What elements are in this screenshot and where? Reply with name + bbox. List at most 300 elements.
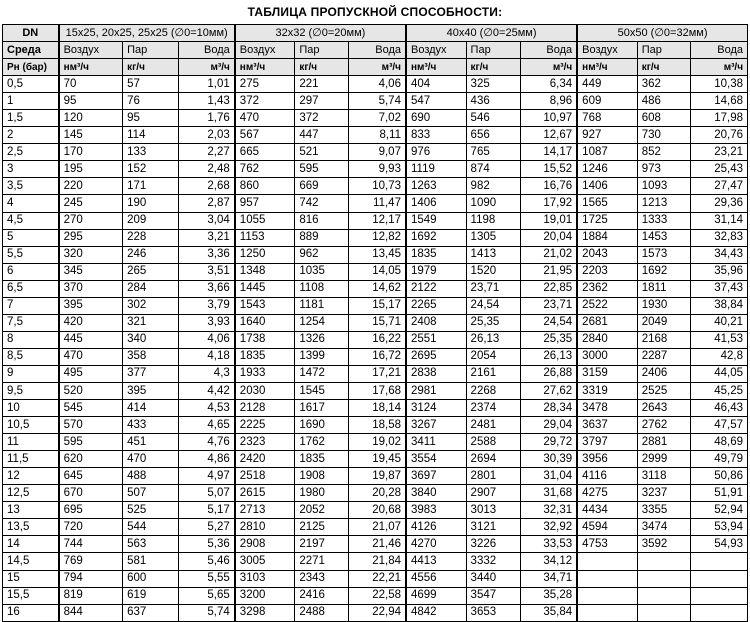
- value-cell: 246: [123, 246, 179, 263]
- value-cell: 358: [123, 348, 179, 365]
- table-row: [3, 553, 748, 570]
- value-cell: 31,68: [520, 485, 577, 502]
- value-cell: 420: [59, 314, 123, 331]
- pressure-cell: 15,5: [3, 587, 59, 604]
- table-row: [3, 110, 748, 127]
- value-cell: 228: [123, 229, 179, 246]
- value-cell: 1087: [577, 144, 637, 161]
- value-cell: 690: [406, 110, 466, 127]
- table-row: [3, 76, 748, 93]
- group-header: 32x32 (∅0=20мм): [235, 25, 406, 42]
- value-cell: 25,43: [690, 161, 747, 178]
- value-cell: 24,54: [520, 314, 577, 331]
- value-cell: 1980: [295, 485, 349, 502]
- value-cell: 37,43: [690, 280, 747, 297]
- value-cell: 49,79: [690, 451, 747, 468]
- value-cell: 609: [577, 93, 637, 110]
- media-water: Вода: [690, 42, 747, 59]
- table-row: [3, 434, 748, 451]
- value-cell: 2488: [295, 604, 349, 621]
- value-cell: 12,17: [349, 212, 406, 229]
- value-cell: 1,76: [179, 110, 235, 127]
- value-cell: 22,21: [349, 570, 406, 587]
- value-cell: 470: [59, 348, 123, 365]
- value-cell: 2695: [406, 348, 466, 365]
- value-cell: 10,38: [690, 76, 747, 93]
- value-cell: 3319: [577, 382, 637, 399]
- value-cell: 1640: [235, 314, 295, 331]
- table-row: [3, 314, 748, 331]
- value-cell: 5,07: [179, 485, 235, 502]
- value-cell: 2054: [466, 348, 520, 365]
- table-row: [3, 229, 748, 246]
- value-cell: 46,43: [690, 400, 747, 417]
- table-title: ТАБЛИЦА ПРОПУСКНОЙ СПОСОБНОСТИ:: [247, 5, 503, 19]
- value-cell: 26,88: [520, 365, 577, 382]
- value-cell: 619: [123, 587, 179, 604]
- value-cell: 1305: [466, 229, 520, 246]
- value-cell: 645: [59, 468, 123, 485]
- pressure-cell: 3: [3, 161, 59, 178]
- value-cell: 608: [637, 110, 690, 127]
- value-cell: 33,53: [520, 536, 577, 553]
- pressure-cell: 6: [3, 263, 59, 280]
- value-cell: 35,84: [520, 604, 577, 621]
- value-cell: 445: [59, 331, 123, 348]
- value-cell: 3118: [637, 468, 690, 485]
- value-cell: 1933: [235, 365, 295, 382]
- table-row: [3, 297, 748, 314]
- value-cell: 2,03: [179, 127, 235, 144]
- unit-water: м³/ч: [179, 59, 235, 76]
- value-cell: 563: [123, 536, 179, 553]
- value-cell: 3267: [406, 417, 466, 434]
- value-cell: 765: [466, 144, 520, 161]
- value-cell: 1725: [577, 212, 637, 229]
- value-cell: 22,58: [349, 587, 406, 604]
- value-cell: 220: [59, 178, 123, 195]
- value-cell: 2,87: [179, 195, 235, 212]
- value-cell: 2406: [637, 365, 690, 382]
- value-cell: 76: [123, 93, 179, 110]
- table-row: [3, 280, 748, 297]
- value-cell: 1333: [637, 212, 690, 229]
- value-cell: 730: [637, 127, 690, 144]
- value-cell: 51,91: [690, 485, 747, 502]
- value-cell: 2420: [235, 451, 295, 468]
- unit-water: м³/ч: [349, 59, 406, 76]
- table-row: [3, 263, 748, 280]
- value-cell: 4594: [577, 519, 637, 536]
- header-row-units: [3, 59, 748, 76]
- value-cell: 14,05: [349, 263, 406, 280]
- value-cell: 1692: [406, 229, 466, 246]
- table-row: [3, 212, 748, 229]
- value-cell: 23,71: [466, 280, 520, 297]
- value-cell: 2128: [235, 400, 295, 417]
- value-cell: 449: [577, 76, 637, 93]
- value-cell: 16,72: [349, 348, 406, 365]
- value-cell: 34,43: [690, 246, 747, 263]
- pressure-cell: 14: [3, 536, 59, 553]
- value-cell: 4,86: [179, 451, 235, 468]
- table-row: [3, 536, 748, 553]
- table-row: [3, 127, 748, 144]
- value-cell: 2052: [295, 502, 349, 519]
- value-cell: 41,53: [690, 331, 747, 348]
- value-cell: 3411: [406, 434, 466, 451]
- value-cell: 1413: [466, 246, 520, 263]
- media-water: Вода: [349, 42, 406, 59]
- pressure-cell: 16: [3, 604, 59, 621]
- value-cell: 3956: [577, 451, 637, 468]
- value-cell: 340: [123, 331, 179, 348]
- value-cell: 1,01: [179, 76, 235, 93]
- value-cell: 5,55: [179, 570, 235, 587]
- value-cell: 3000: [577, 348, 637, 365]
- pressure-cell: 9,5: [3, 382, 59, 399]
- value-cell: 1573: [637, 246, 690, 263]
- value-cell: [577, 604, 637, 621]
- value-cell: 1762: [295, 434, 349, 451]
- value-cell: 2122: [406, 280, 466, 297]
- value-cell: 3,21: [179, 229, 235, 246]
- value-cell: 4,76: [179, 434, 235, 451]
- value-cell: 816: [295, 212, 349, 229]
- value-cell: 656: [466, 127, 520, 144]
- value-cell: 12,82: [349, 229, 406, 246]
- value-cell: 852: [637, 144, 690, 161]
- value-cell: 1246: [577, 161, 637, 178]
- table-row: [3, 348, 748, 365]
- value-cell: 12,67: [520, 127, 577, 144]
- table-row: [3, 365, 748, 382]
- value-cell: 1445: [235, 280, 295, 297]
- group-header: 40x40 (∅0=25мм): [406, 25, 577, 42]
- value-cell: 2030: [235, 382, 295, 399]
- value-cell: 4270: [406, 536, 466, 553]
- value-cell: 5,74: [349, 93, 406, 110]
- value-cell: 927: [577, 127, 637, 144]
- value-cell: 4,65: [179, 417, 235, 434]
- value-cell: 507: [123, 485, 179, 502]
- value-cell: 1453: [637, 229, 690, 246]
- value-cell: 45,25: [690, 382, 747, 399]
- value-cell: 1348: [235, 263, 295, 280]
- value-cell: 595: [59, 434, 123, 451]
- value-cell: 18,58: [349, 417, 406, 434]
- value-cell: 3554: [406, 451, 466, 468]
- table-row: [3, 195, 748, 212]
- value-cell: 1326: [295, 331, 349, 348]
- value-cell: 414: [123, 400, 179, 417]
- value-cell: 1035: [295, 263, 349, 280]
- pressure-cell: 13: [3, 502, 59, 519]
- value-cell: 275: [235, 76, 295, 93]
- value-cell: 13,45: [349, 246, 406, 263]
- value-cell: 2168: [637, 331, 690, 348]
- value-cell: 372: [235, 93, 295, 110]
- value-cell: 5,46: [179, 553, 235, 570]
- value-cell: 24,54: [466, 297, 520, 314]
- value-cell: 320: [59, 246, 123, 263]
- value-cell: 120: [59, 110, 123, 127]
- value-cell: 22,94: [349, 604, 406, 621]
- table-row: [3, 382, 748, 399]
- value-cell: 2362: [577, 280, 637, 297]
- group-header: 50x50 (∅0=32мм): [577, 25, 747, 42]
- value-cell: 794: [59, 570, 123, 587]
- value-cell: 1055: [235, 212, 295, 229]
- value-cell: 1250: [235, 246, 295, 263]
- value-cell: [637, 570, 690, 587]
- value-cell: [690, 604, 747, 621]
- value-cell: 21,84: [349, 553, 406, 570]
- value-cell: 4,53: [179, 400, 235, 417]
- value-cell: 1520: [466, 263, 520, 280]
- unit-air: нм³/ч: [59, 59, 123, 76]
- value-cell: 10,97: [520, 110, 577, 127]
- value-cell: 4699: [406, 587, 466, 604]
- value-cell: 2197: [295, 536, 349, 553]
- value-cell: 32,31: [520, 502, 577, 519]
- value-cell: 2838: [406, 365, 466, 382]
- pressure-cell: 2,5: [3, 144, 59, 161]
- media-water: Вода: [179, 42, 235, 59]
- value-cell: 22,85: [520, 280, 577, 297]
- value-cell: 70: [59, 76, 123, 93]
- value-cell: 2374: [466, 400, 520, 417]
- value-cell: 404: [406, 76, 466, 93]
- value-cell: 9,07: [349, 144, 406, 161]
- value-cell: 595: [295, 161, 349, 178]
- value-cell: 600: [123, 570, 179, 587]
- value-cell: 451: [123, 434, 179, 451]
- value-cell: 3005: [235, 553, 295, 570]
- value-cell: 3983: [406, 502, 466, 519]
- pressure-cell: 2: [3, 127, 59, 144]
- value-cell: 2908: [235, 536, 295, 553]
- pressure-cell: 3,5: [3, 178, 59, 195]
- value-cell: 4,42: [179, 382, 235, 399]
- value-cell: 4,3: [179, 365, 235, 382]
- table-row: [3, 246, 748, 263]
- value-cell: 25,35: [520, 331, 577, 348]
- value-cell: 833: [406, 127, 466, 144]
- value-cell: 2643: [637, 400, 690, 417]
- unit-water: м³/ч: [520, 59, 577, 76]
- value-cell: 26,13: [466, 331, 520, 348]
- value-cell: 14,62: [349, 280, 406, 297]
- table-row: [3, 570, 748, 587]
- pressure-cell: 11,5: [3, 451, 59, 468]
- value-cell: 50,86: [690, 468, 747, 485]
- value-cell: 470: [123, 451, 179, 468]
- value-cell: 545: [59, 400, 123, 417]
- value-cell: 34,71: [520, 570, 577, 587]
- value-cell: 1,43: [179, 93, 235, 110]
- value-cell: 2265: [406, 297, 466, 314]
- group-header: 15x25, 20x25, 25x25 (∅0=10мм): [59, 25, 235, 42]
- value-cell: 16,76: [520, 178, 577, 195]
- table-row: [3, 502, 748, 519]
- value-cell: 2525: [637, 382, 690, 399]
- value-cell: 345: [59, 263, 123, 280]
- table-row: [3, 451, 748, 468]
- value-cell: 2408: [406, 314, 466, 331]
- value-cell: 21,02: [520, 246, 577, 263]
- value-cell: 3200: [235, 587, 295, 604]
- value-cell: 221: [295, 76, 349, 93]
- value-cell: 57: [123, 76, 179, 93]
- value-cell: 47,57: [690, 417, 747, 434]
- table-row: [3, 485, 748, 502]
- value-cell: 525: [123, 502, 179, 519]
- value-cell: 581: [123, 553, 179, 570]
- value-cell: 520: [59, 382, 123, 399]
- value-cell: 495: [59, 365, 123, 382]
- value-cell: 21,95: [520, 263, 577, 280]
- value-cell: 52,94: [690, 502, 747, 519]
- media-air: Воздух: [235, 42, 295, 59]
- value-cell: 1472: [295, 365, 349, 382]
- value-cell: 3,66: [179, 280, 235, 297]
- value-cell: 21,46: [349, 536, 406, 553]
- value-cell: 2,27: [179, 144, 235, 161]
- value-cell: 5,27: [179, 519, 235, 536]
- value-cell: 2,68: [179, 178, 235, 195]
- pressure-cell: 5: [3, 229, 59, 246]
- value-cell: 5,17: [179, 502, 235, 519]
- pressure-cell: 7,5: [3, 314, 59, 331]
- value-cell: 2268: [466, 382, 520, 399]
- value-cell: 2522: [577, 297, 637, 314]
- value-cell: 488: [123, 468, 179, 485]
- pressure-cell: 12,5: [3, 485, 59, 502]
- value-cell: 2125: [295, 519, 349, 536]
- pressure-cell: 5,5: [3, 246, 59, 263]
- pressure-cell: 6,5: [3, 280, 59, 297]
- value-cell: 35,28: [520, 587, 577, 604]
- pressure-cell: 1,5: [3, 110, 59, 127]
- pressure-cell: 10,5: [3, 417, 59, 434]
- value-cell: 19,45: [349, 451, 406, 468]
- value-cell: 152: [123, 161, 179, 178]
- value-cell: 4,18: [179, 348, 235, 365]
- value-cell: 4116: [577, 468, 637, 485]
- value-cell: 29,36: [690, 195, 747, 212]
- value-cell: 1692: [637, 263, 690, 280]
- value-cell: 447: [295, 127, 349, 144]
- value-cell: 1399: [295, 348, 349, 365]
- value-cell: 3121: [466, 519, 520, 536]
- value-cell: 3637: [577, 417, 637, 434]
- value-cell: 2481: [466, 417, 520, 434]
- value-cell: 270: [59, 212, 123, 229]
- value-cell: 5,36: [179, 536, 235, 553]
- value-cell: 16,22: [349, 331, 406, 348]
- value-cell: 3697: [406, 468, 466, 485]
- value-cell: 1213: [637, 195, 690, 212]
- value-cell: 669: [295, 178, 349, 195]
- media-steam: Пар: [295, 42, 349, 59]
- value-cell: 44,05: [690, 365, 747, 382]
- value-cell: 1549: [406, 212, 466, 229]
- value-cell: 470: [235, 110, 295, 127]
- value-cell: 1835: [295, 451, 349, 468]
- value-cell: 9,93: [349, 161, 406, 178]
- value-cell: [637, 553, 690, 570]
- value-cell: 4,06: [349, 76, 406, 93]
- value-cell: 395: [59, 297, 123, 314]
- table-row: [3, 144, 748, 161]
- value-cell: 27,47: [690, 178, 747, 195]
- value-cell: 3547: [466, 587, 520, 604]
- value-cell: 54,93: [690, 536, 747, 553]
- media-water: Вода: [520, 42, 577, 59]
- value-cell: 567: [235, 127, 295, 144]
- unit-air: нм³/ч: [235, 59, 295, 76]
- value-cell: 17,98: [690, 110, 747, 127]
- value-cell: 1565: [577, 195, 637, 212]
- value-cell: 2762: [637, 417, 690, 434]
- value-cell: 3332: [466, 553, 520, 570]
- value-cell: 18,14: [349, 400, 406, 417]
- value-cell: 34,12: [520, 553, 577, 570]
- value-cell: 2881: [637, 434, 690, 451]
- value-cell: 133: [123, 144, 179, 161]
- table-row: [3, 417, 748, 434]
- value-cell: 35,96: [690, 263, 747, 280]
- value-cell: 2713: [235, 502, 295, 519]
- value-cell: 1254: [295, 314, 349, 331]
- value-cell: 2694: [466, 451, 520, 468]
- media-air: Воздух: [577, 42, 637, 59]
- value-cell: 26,13: [520, 348, 577, 365]
- value-cell: 25,35: [466, 314, 520, 331]
- pressure-cell: 13,5: [3, 519, 59, 536]
- value-cell: 31,14: [690, 212, 747, 229]
- media-steam: Пар: [637, 42, 690, 59]
- value-cell: 2049: [637, 314, 690, 331]
- value-cell: 962: [295, 246, 349, 263]
- value-cell: 486: [637, 93, 690, 110]
- pressure-cell: 4,5: [3, 212, 59, 229]
- media-air: Воздух: [59, 42, 123, 59]
- value-cell: 265: [123, 263, 179, 280]
- value-cell: 3159: [577, 365, 637, 382]
- value-cell: 3440: [466, 570, 520, 587]
- value-cell: 844: [59, 604, 123, 621]
- value-cell: 53,94: [690, 519, 747, 536]
- pressure-cell: 14,5: [3, 553, 59, 570]
- value-cell: 20,28: [349, 485, 406, 502]
- value-cell: 4556: [406, 570, 466, 587]
- value-cell: 284: [123, 280, 179, 297]
- value-cell: 1884: [577, 229, 637, 246]
- value-cell: 744: [59, 536, 123, 553]
- value-cell: 1406: [577, 178, 637, 195]
- value-cell: 28,34: [520, 400, 577, 417]
- value-cell: 2343: [295, 570, 349, 587]
- value-cell: 30,39: [520, 451, 577, 468]
- value-cell: 1979: [406, 263, 466, 280]
- value-cell: 4434: [577, 502, 637, 519]
- pressure-cell: 1: [3, 93, 59, 110]
- value-cell: 1543: [235, 297, 295, 314]
- value-cell: 377: [123, 365, 179, 382]
- media-air: Воздух: [406, 42, 466, 59]
